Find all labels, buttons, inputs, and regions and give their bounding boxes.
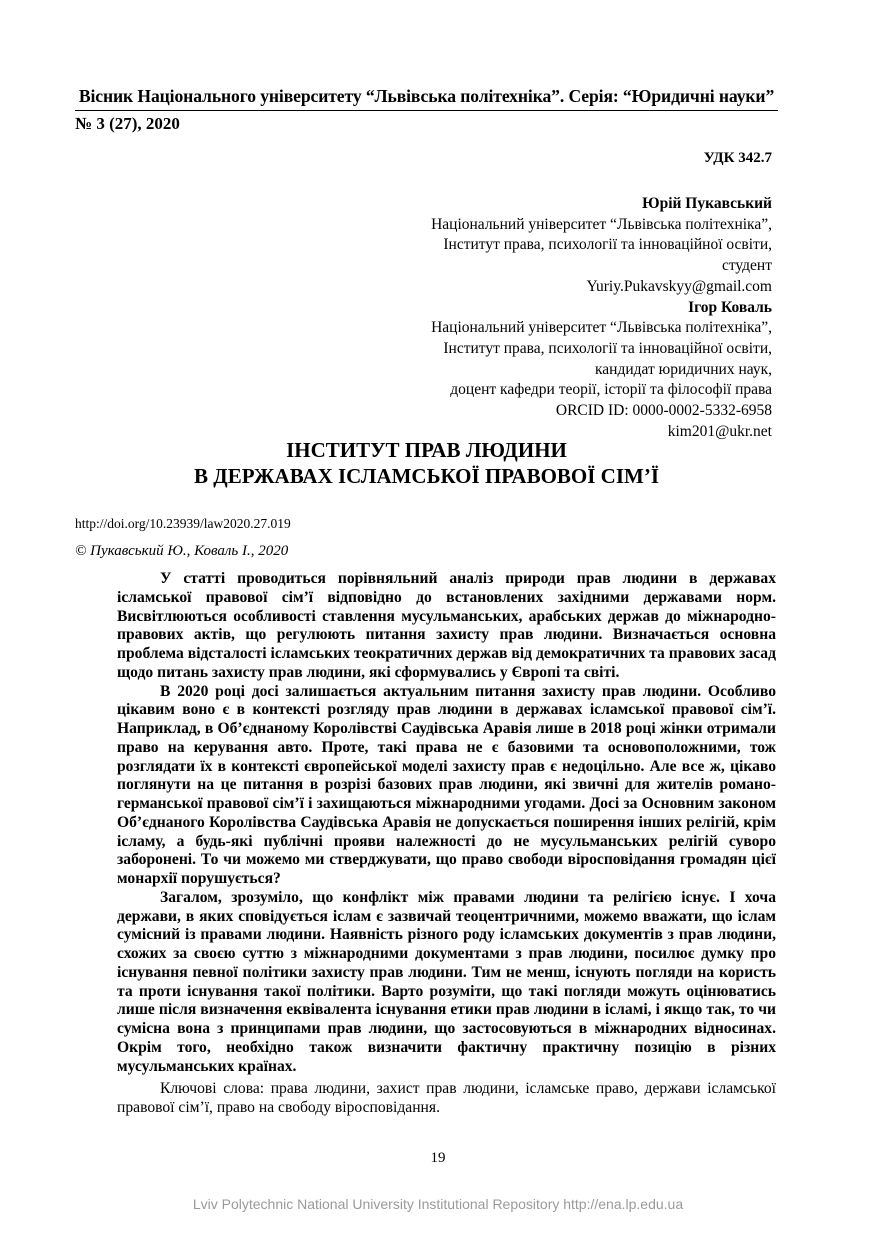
author-email: Yuriy.Pukavskyy@gmail.com bbox=[586, 277, 772, 295]
issue-number: № 3 (27), 2020 bbox=[75, 114, 180, 133]
abstract-paragraph: У статті проводиться порівняльний аналіз природи прав людини в державах ісламської правової сім’ї відповідно до встановлених західними державами норм. Висвітлюються особливості ставлення мусульманських, арабських держав до міжнародно-правових актів, що регулюють питання захисту прав людини. Визначається основна проблема відсталості ісламських теократичних держав від демократичних та правових засад щодо питань захисту прав людини, які сформувались у Європі та світі. bbox=[117, 570, 776, 681]
author-position-line: студент bbox=[721, 257, 772, 275]
abstract bbox=[117, 570, 776, 1076]
author-name: Юрій Пукавський bbox=[642, 195, 772, 212]
abstract-paragraph: В 2020 році досі залишається актуальним питання захисту прав людини. Особливо цікавим воно є в контексті розгляду прав людини в державах ісламської правової сім’ї. Наприклад, в Об’єднаному Королівстві Саудівська Аравія лише в 2018 році жінки отримали право на керування авто. Проте, такі права не є базовими та основоположними, тож розглядати їх в контексті європейської моделі захисту прав є недоцільно. Але все ж, цікаво поглянути на це питання в розрізі базових прав людини, які звичні для жителів романо-германської правової сім’ї і захищаються міжнародними угодами. Досі за Основним законом Об’єднаного Королівства Саудівська Аравія не допускається поширення інших релігій, крім ісламу, а будь-які публічні прояви належності до не мусульманських релігій суворо заборонені. То чи можемо ми стверджувати, що право свободи віросповідання громадян цієї монархії порушується? bbox=[117, 682, 776, 887]
doi-link[interactable]: http://doi.org/10.23939/law2020.27.019 bbox=[75, 516, 291, 531]
article-title bbox=[75, 437, 778, 489]
header-rule bbox=[75, 110, 778, 111]
journal-header: Вісник Національного університету “Львівська політехніка”. Серія: “Юридичні науки” bbox=[78, 86, 775, 106]
copyright-line: © Пукавський Ю., Коваль І., 2020 bbox=[75, 543, 289, 559]
article-title-line: ІНСТИТУТ ПРАВ ЛЮДИНИ bbox=[286, 438, 567, 462]
author-block bbox=[272, 194, 772, 442]
author-affiliation-line: Національний університет “Львівська політехніка”, bbox=[431, 319, 772, 337]
author-orcid: ORCID ID: 0000-0002-5332-6958 bbox=[555, 402, 772, 420]
udk-code: УДК 342.7 bbox=[703, 150, 772, 166]
author-degree-line: кандидат юридичних наук, bbox=[594, 360, 772, 378]
author-email: kim201@ukr.net bbox=[667, 422, 772, 440]
author-affiliation-line: Інститут права, психології та інноваційної освіти, bbox=[443, 236, 772, 254]
keywords: Ключові слова: права людини, захист прав людини, ісламське право, держави ісламської правової сім’ї, право на свободу віросповідання. bbox=[117, 1080, 776, 1116]
author-position-line: доцент кафедри теорії, історії та філософії права bbox=[450, 381, 772, 399]
page-number: 19 bbox=[430, 1150, 446, 1166]
author-affiliation-line: Національний університет “Львівська політехніка”, bbox=[431, 215, 772, 233]
abstract-paragraph: Загалом, зрозуміло, що конфлікт між правами людини та релігією існує. І хоча держави, в яких сповідується іслам є зазвичай теоцентричними, можемо вважати, що іслам сумісний із правами людини. Наявність різного роду ісламських документів з прав людини, схожих за своєю суттю з міжнародними документами з прав людини, посилює думку про існування певної політики захисту прав людини. Тим не менш, існують погляди на користь та проти існування такої політики. Варто розуміти, що такі погляди можуть оцінюватись лише після визначення еквівалента існування етики прав людини в ісламі, і якщо так, то чи сумісна вона з принципами прав людини, що застосовуються в міжнародних відносинах. Окрім того, необхідно також визначити фактичну практичну позицію в різних мусульманських країнах. bbox=[117, 888, 776, 1075]
repository-footer: Lviv Polytechnic National University Institutional Repository http://ena.lp.edu.ua bbox=[192, 1196, 684, 1212]
article-title-line: В ДЕРЖАВАХ ІСЛАМСЬКОЇ ПРАВОВОЇ СІМ’Ї bbox=[193, 464, 660, 488]
author-name: Ігор Коваль bbox=[688, 298, 772, 316]
author-affiliation-line: Інститут права, психології та інноваційної освіти, bbox=[443, 339, 772, 357]
